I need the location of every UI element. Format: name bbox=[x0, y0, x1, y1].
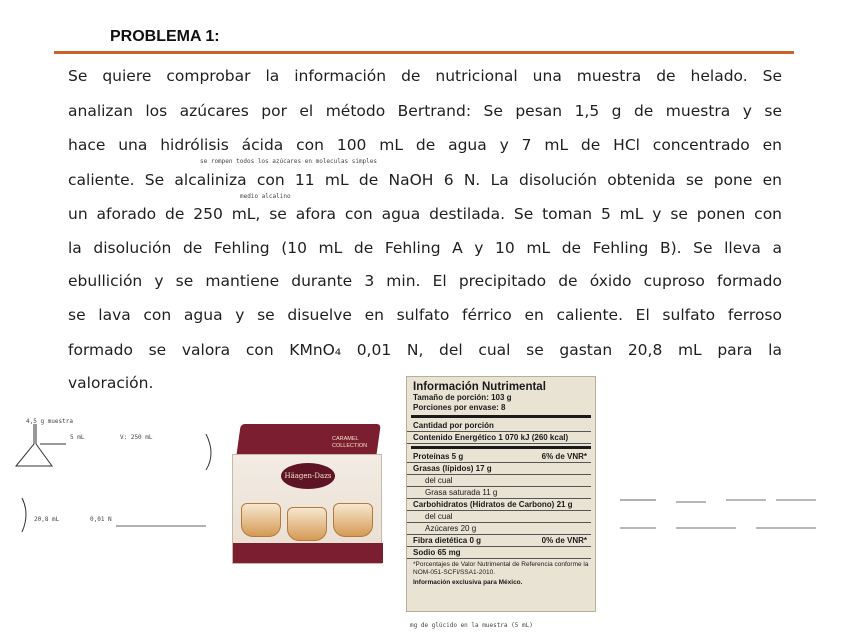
carbs-subrow: del cual bbox=[407, 511, 591, 523]
energy-row: Contenido Energético 1 070 kJ (260 kcal) bbox=[407, 432, 591, 444]
fats-subrow: del cual bbox=[407, 475, 591, 487]
handwritten-note: 20,8 mL bbox=[34, 516, 60, 523]
per-portion: Cantidad por porción bbox=[407, 420, 591, 432]
paragraph-line: ebullición y se mantiene durante 3 min. El precipitado de óxido cuproso formado bbox=[68, 272, 782, 290]
fats-row: Grasas (lípidos) 17 g bbox=[407, 463, 591, 475]
handwritten-note: V: 250 mL bbox=[120, 434, 153, 441]
paragraph-line: caliente. Se alcaliniza con 11 mL de NaOH 6 N. La disolución obtenida se pone en bbox=[68, 171, 782, 189]
paragraph-line: formado se valora con KMnO₄ 0,01 N, del cual se gastan 20,8 mL para la bbox=[68, 341, 782, 359]
ice-cream-box-image bbox=[232, 424, 384, 564]
paragraph-line: analizan los azúcares por el método Bertrand: Se pesan 1,5 g de muestra y se bbox=[68, 102, 782, 120]
handwritten-note: se rompen todos los azúcares en moleculas simples bbox=[200, 158, 378, 165]
paragraph-line: un aforado de 250 mL, se afora con agua destilada. Se toman 5 mL y se ponen con bbox=[68, 205, 782, 223]
label-exclusive: Información exclusiva para México. bbox=[413, 579, 523, 586]
handwritten-formula bbox=[616, 488, 830, 544]
paragraph-line: se lava con agua y se disuelve en sulfato férrico en caliente. El sulfato ferroso bbox=[68, 306, 782, 324]
handwritten-note: 4,5 g muestra bbox=[26, 418, 73, 425]
sodium-row: Sodio 65 mg bbox=[407, 547, 591, 559]
sat-fat-row: Grasa saturada 11 g bbox=[407, 487, 591, 499]
handwritten-note: medio alcalino bbox=[240, 193, 291, 200]
label-footnote: *Porcentajes de Valor Nutrimental de Referencia conforme la NOM-051-SCFI/SSA1-2010. bbox=[413, 561, 589, 576]
collection-label: CARAMEL COLLECTION bbox=[332, 436, 368, 449]
handwritten-note: 0,01 N bbox=[90, 516, 112, 523]
servings: Porciones por envase: 8 bbox=[413, 403, 506, 412]
nutrition-label-image bbox=[406, 376, 596, 612]
problem-title: PROBLEMA 1: bbox=[110, 28, 220, 45]
paragraph-line: la disolución de Fehling (10 mL de Fehling A y 10 mL de Fehling B). Se lleva a bbox=[68, 239, 782, 257]
paragraph-line: hace una hidrólisis ácida con 100 mL de agua y 7 mL de HCl concentrado en bbox=[68, 136, 782, 154]
handwritten-note: mg de glúcido en la muestra (5 mL) bbox=[410, 622, 533, 629]
brand-logo: Häagen-Dazs bbox=[281, 463, 335, 489]
fiber-row: Fibra dietética 0 g 0% de VNR* bbox=[407, 535, 591, 547]
label-title: Información Nutrimental bbox=[413, 381, 546, 393]
proteins-row: Proteínas 5 g 6% de VNR* bbox=[407, 451, 591, 463]
paragraph-line: Se quiere comprobar la información de nutricional una muestra de helado. Se bbox=[68, 67, 782, 85]
sugars-row: Azúcares 20 g bbox=[407, 523, 591, 535]
serving-size: Tamaño de porción: 103 g bbox=[413, 393, 512, 402]
handwritten-note: 5 mL bbox=[70, 434, 85, 441]
paragraph-line: valoración. bbox=[68, 374, 154, 392]
title-divider bbox=[54, 51, 794, 54]
carbs-row: Carbohidratos (Hidratos de Carbono) 21 g bbox=[407, 499, 591, 511]
